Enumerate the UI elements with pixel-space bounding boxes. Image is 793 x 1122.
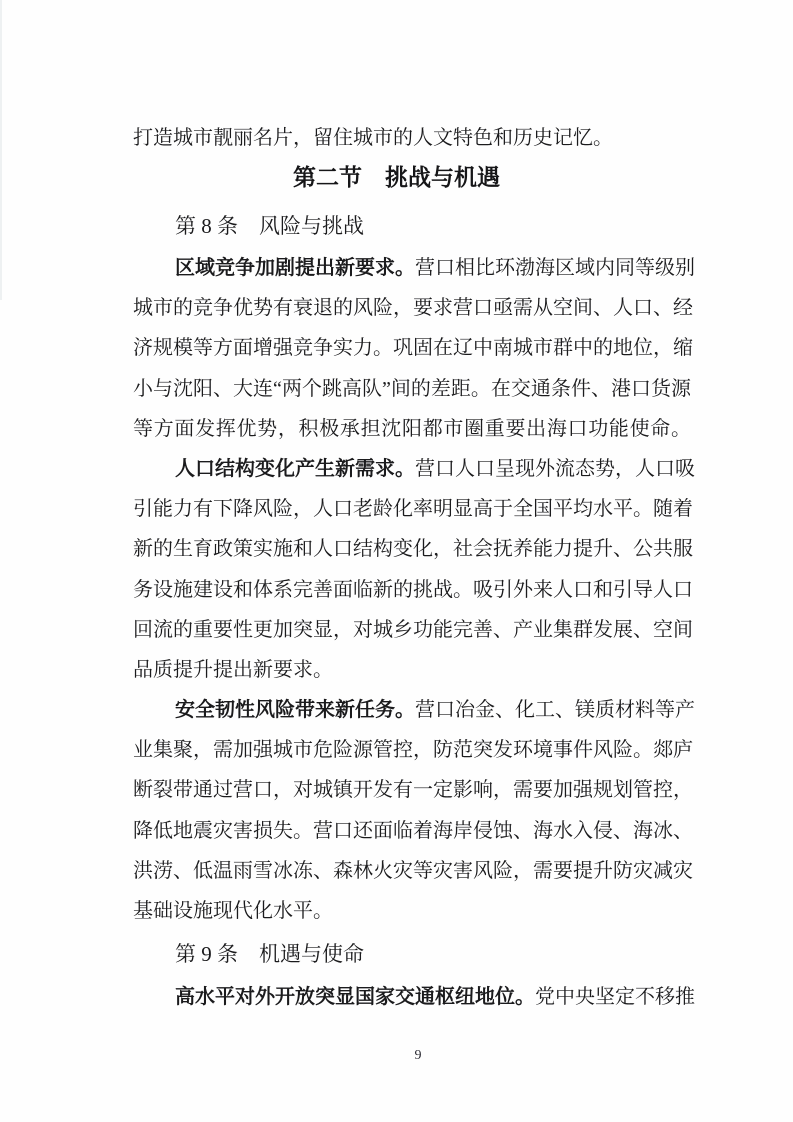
body-text: 营口相比环渤海区域内同等级别 [415,257,695,279]
body-line [133,690,695,730]
body-text: 营口人口呈现外流态势，人口吸 [415,458,695,480]
body-line: 洪涝、低温雨雪冰冻、森林火灾等灾害风险，需要提升防灾减灾 [133,859,693,882]
body-line: 业集聚，需加强城市危险源管控，防范突发环境事件风险。郯庐 [133,739,693,762]
body-line: 打造城市靓丽名片，留住城市的人文特色和历史记忆。 [133,127,613,149]
body-line: 基础设施现代化水平。 [133,899,333,922]
body-line: 济规模等方面增强竞争实力。巩固在辽中南城市群中的地位，缩 [133,337,693,360]
body-line: 等方面发挥优势，积极承担沈阳都市圈重要出海口功能使命。 [133,417,691,440]
body-line: 引能力有下降风险，人口老龄化率明显高于全国平均水平。随着 [133,498,693,521]
body-line: 品质提升提出新要求。 [133,658,333,681]
paragraph-safety [133,690,695,931]
body-line [133,248,695,288]
paragraph-population [133,449,695,690]
paragraph-lead: 高水平对外开放突显国家交通枢纽地位。 [175,986,535,1008]
body-text: 营口冶金、化工、镁质材料等产 [415,699,695,721]
body-line [133,449,695,489]
paragraph-opportunity [133,977,695,1017]
scan-edge-artifact [0,0,2,300]
body-line: 务设施建设和体系完善面临新的挑战。吸引外来人口和引导人口 [133,578,693,601]
paragraph-lead: 安全韧性风险带来新任务。 [175,699,415,721]
body-line: 城市的竞争优势有衰退的风险，要求营口亟需从空间、人口、经 [133,297,693,320]
body-line: 断裂带通过营口，对城镇开发有一定影响，需要加强规划管控， [133,779,693,802]
body-line: 回流的重要性更加突显，对城乡功能完善、产业集群发展、空间 [133,618,693,641]
paragraph-competition [133,248,695,449]
body-text: 党中央坚定不移推 [535,986,695,1008]
body-line: 小与沈阳、大连“两个跳高队”间的差距。在交通条件、港口货源 [133,377,691,400]
paragraph-lead: 区域竞争加剧提出新要求。 [175,257,415,279]
body-line [133,977,695,1017]
section-heading: 第二节 挑战与机遇 [293,164,500,190]
paragraph-lead: 人口结构变化产生新需求。 [175,458,415,480]
page-number: 9 [414,1048,422,1063]
body-line: 降低地震灾害损失。营口还面临着海岸侵蚀、海水入侵、海冰、 [133,819,693,842]
article-9-title: 第 9 条 机遇与使命 [175,942,364,966]
body-line: 新的生育政策实施和人口结构变化，社会抚养能力提升、公共服 [133,538,693,561]
article-8-title: 第 8 条 风险与挑战 [175,214,364,238]
